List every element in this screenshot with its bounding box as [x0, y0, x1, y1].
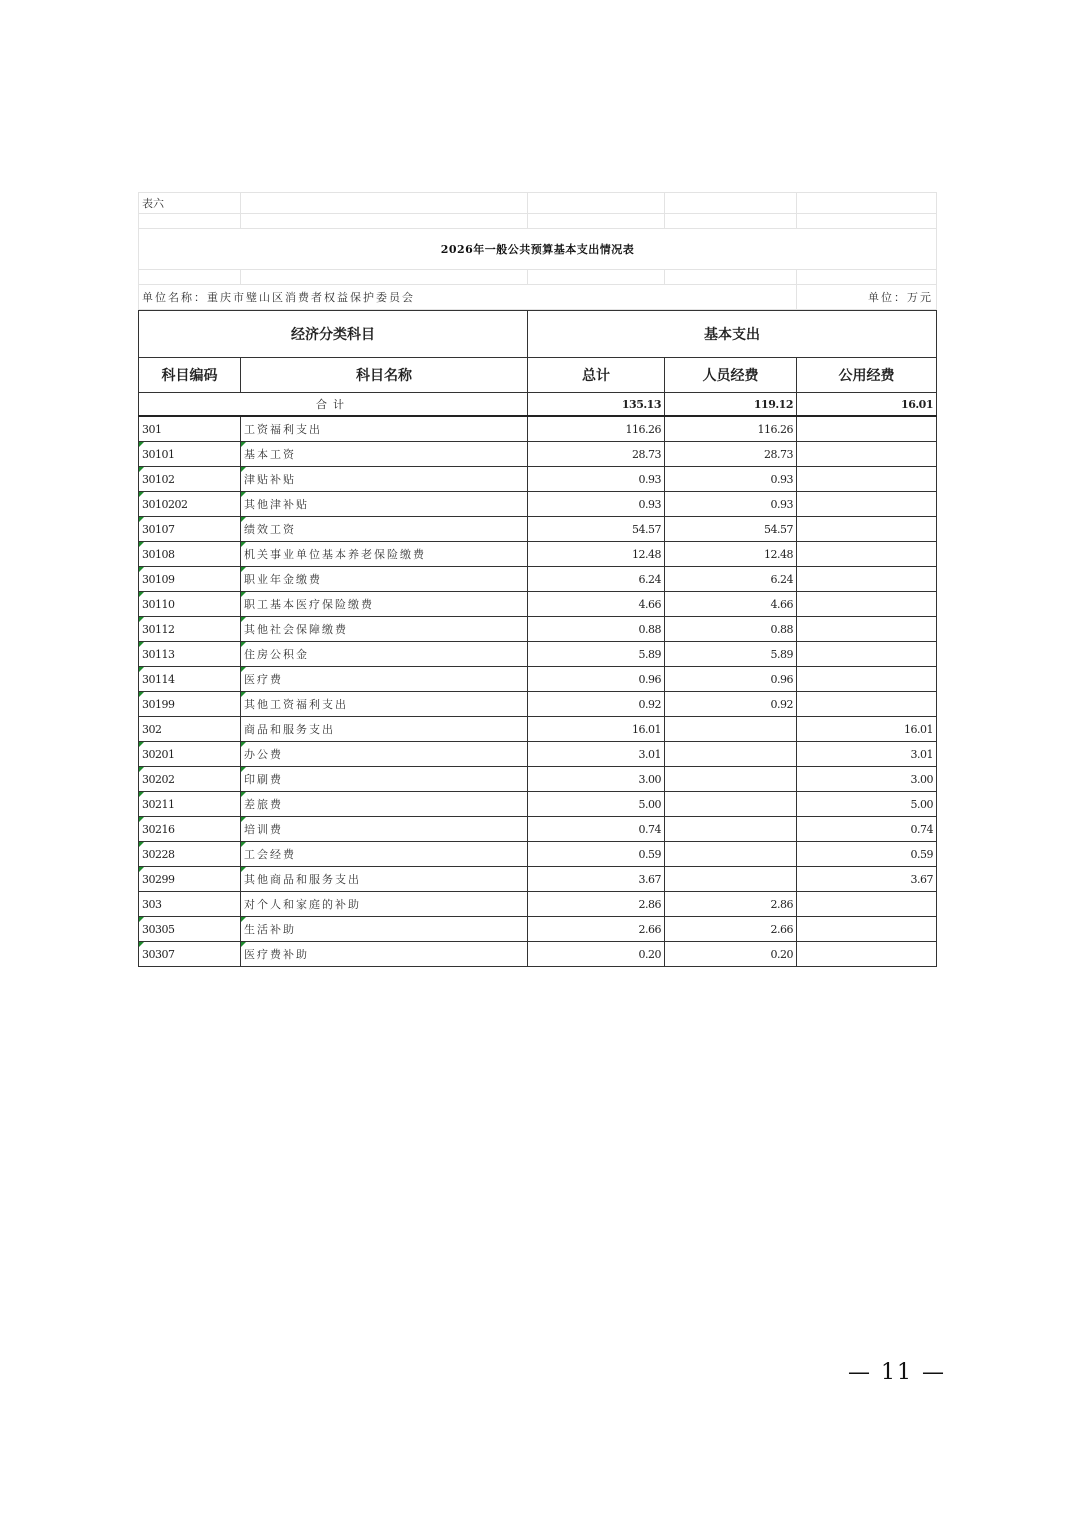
row-total: 5.00 — [528, 792, 665, 817]
row-public: 16.01 — [797, 717, 937, 742]
row-personnel: 0.96 — [665, 667, 797, 692]
row-public: 0.74 — [797, 817, 937, 842]
row-personnel: 6.24 — [665, 567, 797, 592]
row-total: 3.67 — [528, 867, 665, 892]
total-personnel: 119.12 — [665, 393, 797, 417]
row-total: 2.66 — [528, 917, 665, 942]
row-code: 30216 — [139, 817, 241, 842]
row-code: 30101 — [139, 442, 241, 467]
page-title: 2026年一般公共预算基本支出情况表 — [139, 229, 937, 270]
row-public — [797, 416, 937, 442]
table-row — [139, 517, 937, 542]
row-name: 其他工资福利支出 — [241, 692, 528, 717]
row-total: 0.93 — [528, 492, 665, 517]
row-public: 0.59 — [797, 842, 937, 867]
table-row — [139, 867, 937, 892]
total-row — [139, 393, 937, 417]
row-public — [797, 467, 937, 492]
table-row — [139, 742, 937, 767]
header-name: 科目名称 — [241, 358, 528, 393]
row-personnel: 0.93 — [665, 492, 797, 517]
header-public: 公用经费 — [797, 358, 937, 393]
row-public — [797, 542, 937, 567]
expenditure-table — [138, 310, 937, 967]
row-personnel — [665, 742, 797, 767]
row-code: 30110 — [139, 592, 241, 617]
unit-name: 单位名称：重庆市璧山区消费者权益保护委员会 — [139, 285, 797, 310]
table-row — [139, 717, 937, 742]
row-code: 303 — [139, 892, 241, 917]
row-name: 医疗费 — [241, 667, 528, 692]
row-public: 3.00 — [797, 767, 937, 792]
row-public: 5.00 — [797, 792, 937, 817]
row-code: 30108 — [139, 542, 241, 567]
row-personnel — [665, 842, 797, 867]
row-public — [797, 892, 937, 917]
row-name: 生活补助 — [241, 917, 528, 942]
row-code: 30102 — [139, 467, 241, 492]
row-total: 3.00 — [528, 767, 665, 792]
row-name: 商品和服务支出 — [241, 717, 528, 742]
header-total: 总计 — [528, 358, 665, 393]
row-personnel: 0.93 — [665, 467, 797, 492]
row-public — [797, 492, 937, 517]
row-name: 对个人和家庭的补助 — [241, 892, 528, 917]
row-public — [797, 917, 937, 942]
table-row — [139, 642, 937, 667]
row-code: 30202 — [139, 767, 241, 792]
row-public — [797, 567, 937, 592]
row-total: 54.57 — [528, 517, 665, 542]
row-personnel — [665, 792, 797, 817]
row-name: 工资福利支出 — [241, 416, 528, 442]
row-personnel: 0.88 — [665, 617, 797, 642]
row-name: 机关事业单位基本养老保险缴费 — [241, 542, 528, 567]
row-code: 30201 — [139, 742, 241, 767]
table-row — [139, 442, 937, 467]
unit-label: 单位：万元 — [797, 285, 937, 310]
row-code: 30113 — [139, 642, 241, 667]
row-code: 30199 — [139, 692, 241, 717]
table-row — [139, 492, 937, 517]
header-basic-expenditure: 基本支出 — [528, 311, 937, 358]
table-row — [139, 942, 937, 967]
row-code: 30114 — [139, 667, 241, 692]
row-total: 0.93 — [528, 467, 665, 492]
table-row — [139, 792, 937, 817]
table-row — [139, 892, 937, 917]
page-number: — 11 — — [848, 1360, 946, 1385]
row-personnel — [665, 817, 797, 842]
budget-sheet — [138, 192, 936, 967]
row-total: 16.01 — [528, 717, 665, 742]
row-personnel — [665, 767, 797, 792]
row-code: 30307 — [139, 942, 241, 967]
row-total: 28.73 — [528, 442, 665, 467]
row-total: 0.59 — [528, 842, 665, 867]
row-personnel: 4.66 — [665, 592, 797, 617]
header-code: 科目编码 — [139, 358, 241, 393]
row-total: 3.01 — [528, 742, 665, 767]
table-label: 表六 — [139, 193, 241, 214]
row-public — [797, 942, 937, 967]
row-code: 30299 — [139, 867, 241, 892]
row-personnel: 2.86 — [665, 892, 797, 917]
row-total: 0.96 — [528, 667, 665, 692]
row-name: 基本工资 — [241, 442, 528, 467]
table-row — [139, 542, 937, 567]
row-public — [797, 642, 937, 667]
row-total: 0.20 — [528, 942, 665, 967]
table-row — [139, 416, 937, 442]
row-public — [797, 617, 937, 642]
row-public — [797, 442, 937, 467]
row-name: 津贴补贴 — [241, 467, 528, 492]
table-row — [139, 842, 937, 867]
row-public: 3.01 — [797, 742, 937, 767]
row-personnel: 0.92 — [665, 692, 797, 717]
row-personnel: 0.20 — [665, 942, 797, 967]
table-row — [139, 567, 937, 592]
row-public — [797, 517, 937, 542]
row-code: 301 — [139, 416, 241, 442]
header-personnel: 人员经费 — [665, 358, 797, 393]
row-public: 3.67 — [797, 867, 937, 892]
table-row — [139, 767, 937, 792]
row-code: 30228 — [139, 842, 241, 867]
row-code: 302 — [139, 717, 241, 742]
row-total: 0.92 — [528, 692, 665, 717]
row-code: 30112 — [139, 617, 241, 642]
row-name: 职业年金缴费 — [241, 567, 528, 592]
row-total: 6.24 — [528, 567, 665, 592]
row-total: 2.86 — [528, 892, 665, 917]
row-name: 办公费 — [241, 742, 528, 767]
row-personnel: 116.26 — [665, 416, 797, 442]
row-personnel — [665, 717, 797, 742]
row-total: 0.88 — [528, 617, 665, 642]
row-name: 住房公积金 — [241, 642, 528, 667]
row-code: 3010202 — [139, 492, 241, 517]
row-name: 印刷费 — [241, 767, 528, 792]
row-total: 0.74 — [528, 817, 665, 842]
row-public — [797, 667, 937, 692]
row-name: 职工基本医疗保险缴费 — [241, 592, 528, 617]
table-row — [139, 592, 937, 617]
total-value: 135.13 — [528, 393, 665, 417]
row-name: 其他津补贴 — [241, 492, 528, 517]
row-total: 4.66 — [528, 592, 665, 617]
row-name: 其他社会保障缴费 — [241, 617, 528, 642]
row-name: 绩效工资 — [241, 517, 528, 542]
row-total: 12.48 — [528, 542, 665, 567]
row-personnel: 2.66 — [665, 917, 797, 942]
row-code: 30305 — [139, 917, 241, 942]
row-total: 116.26 — [528, 416, 665, 442]
total-public: 16.01 — [797, 393, 937, 417]
row-public — [797, 692, 937, 717]
row-name: 其他商品和服务支出 — [241, 867, 528, 892]
row-personnel: 5.89 — [665, 642, 797, 667]
row-personnel: 28.73 — [665, 442, 797, 467]
row-name: 工会经费 — [241, 842, 528, 867]
row-code: 30211 — [139, 792, 241, 817]
table-row — [139, 917, 937, 942]
row-name: 差旅费 — [241, 792, 528, 817]
row-code: 30107 — [139, 517, 241, 542]
table-row — [139, 467, 937, 492]
row-total: 5.89 — [528, 642, 665, 667]
row-name: 医疗费补助 — [241, 942, 528, 967]
table-body — [139, 416, 937, 967]
total-label: 合计 — [139, 393, 528, 417]
row-personnel: 12.48 — [665, 542, 797, 567]
row-public — [797, 592, 937, 617]
table-row — [139, 617, 937, 642]
table-row — [139, 692, 937, 717]
table-row — [139, 667, 937, 692]
row-personnel: 54.57 — [665, 517, 797, 542]
row-name: 培训费 — [241, 817, 528, 842]
header-economic-category: 经济分类科目 — [139, 311, 528, 358]
row-code: 30109 — [139, 567, 241, 592]
row-personnel — [665, 867, 797, 892]
table-row — [139, 817, 937, 842]
sheet-header-grid — [138, 192, 937, 310]
